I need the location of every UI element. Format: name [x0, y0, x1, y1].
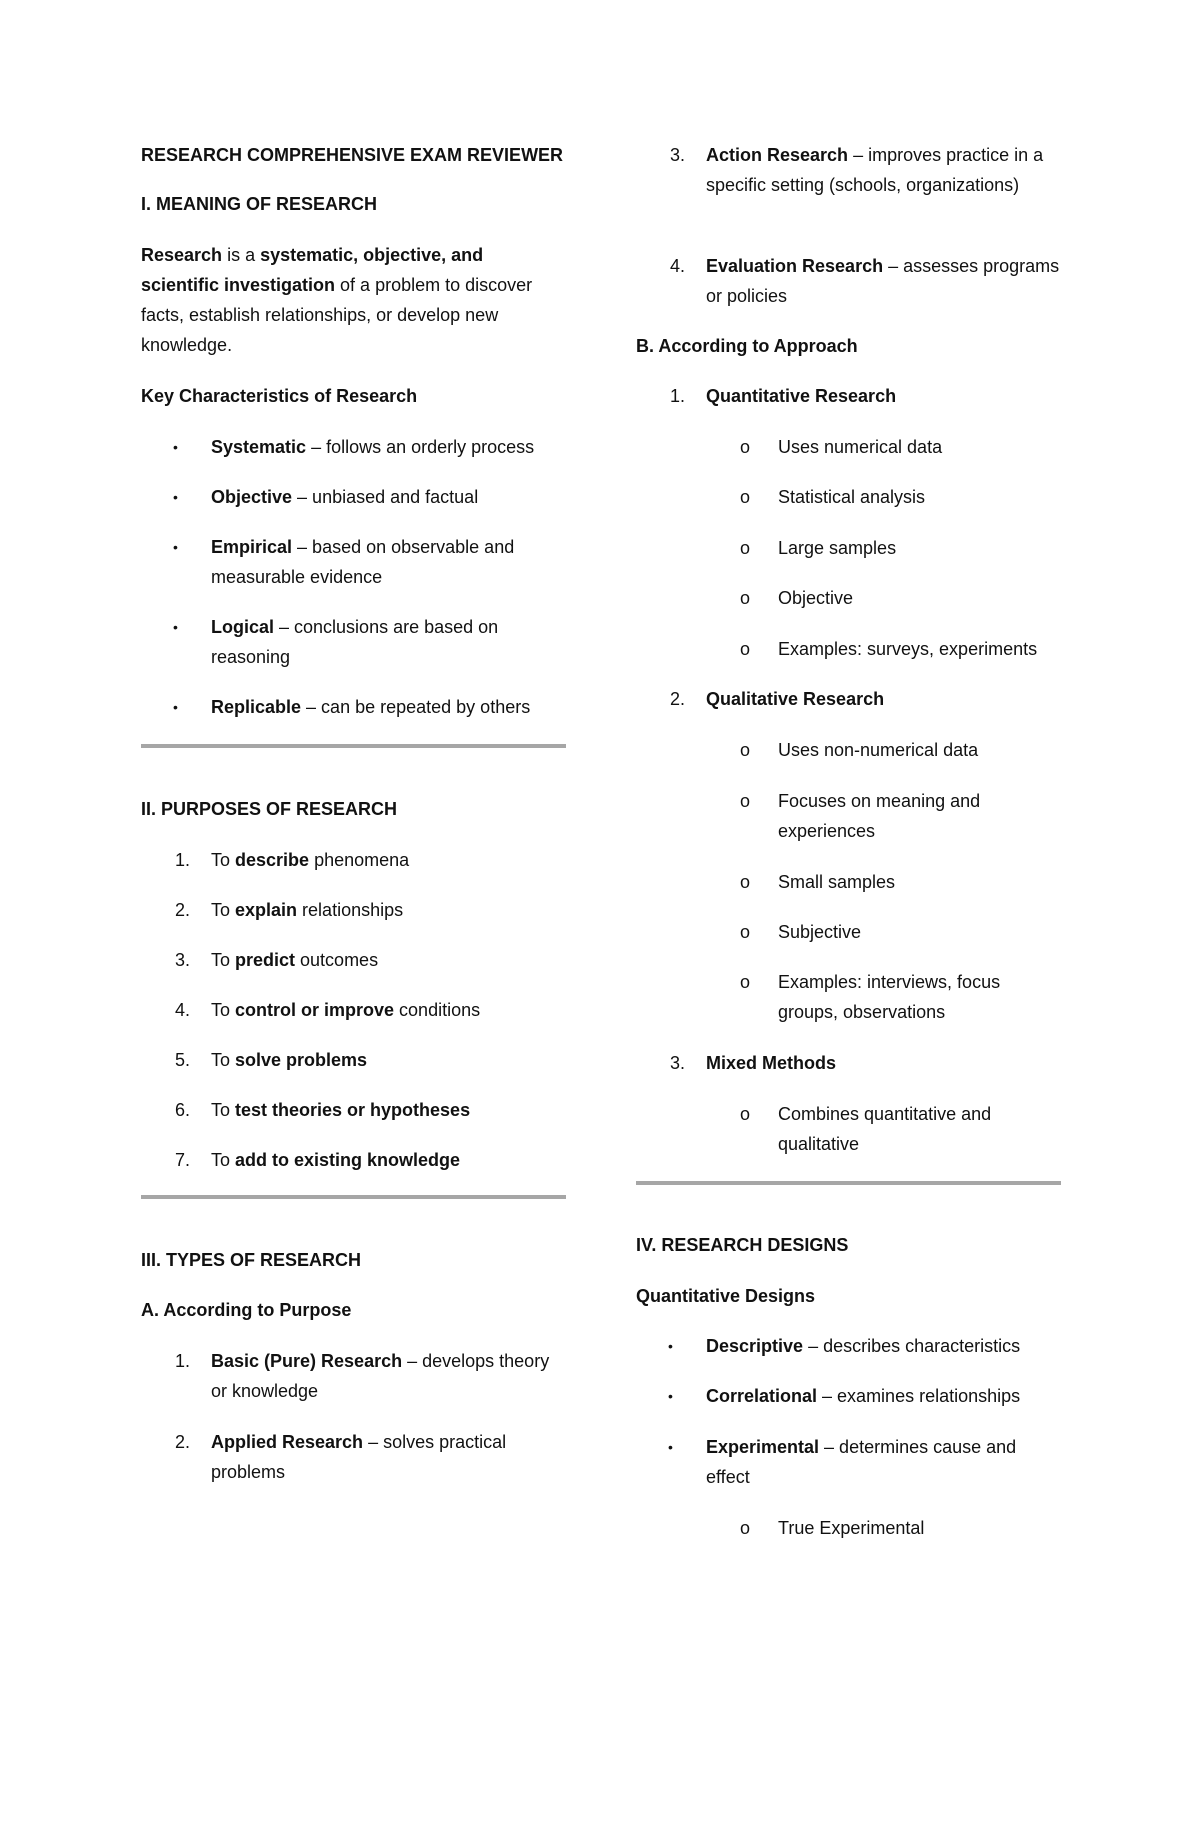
circle-bullet-icon: o	[740, 639, 751, 659]
sub-item	[636, 735, 1061, 765]
circle-bullet-icon: o	[740, 588, 751, 608]
sub-item	[636, 634, 1061, 664]
design-desc: – examines relationships	[817, 1386, 1021, 1406]
purpose-prefix: To	[211, 1100, 236, 1120]
definition-emphasis: systematic, objective, and scientific investigation	[141, 245, 484, 295]
bullet-icon: •	[668, 1338, 673, 1354]
purpose-prefix: To	[211, 1000, 236, 1020]
sub-item	[636, 967, 1061, 1027]
research-type-term: Evaluation Research	[706, 256, 884, 276]
research-type-term: Applied Research	[211, 1432, 364, 1452]
purpose-keyword: test theories or hypotheses	[235, 1100, 471, 1120]
characteristic-item	[141, 482, 566, 512]
bullet-icon: •	[173, 539, 178, 555]
characteristics-heading: Key Characteristics of Research	[141, 386, 418, 406]
bullet-icon: •	[173, 489, 178, 505]
purpose-prefix: To	[211, 950, 236, 970]
circle-bullet-icon: o	[740, 1104, 751, 1124]
design-desc: – determines cause and effect	[706, 1437, 1017, 1487]
bullet-icon: •	[173, 439, 178, 455]
sub-item	[636, 867, 1061, 897]
design-desc: – describes characteristics	[803, 1336, 1021, 1356]
circle-bullet-icon: o	[740, 740, 751, 760]
purpose-suffix: relationships	[297, 900, 404, 920]
research-definition	[141, 240, 566, 360]
purpose-item	[141, 945, 566, 975]
list-number: 6.	[175, 1100, 191, 1120]
sub-item	[636, 1099, 1061, 1159]
approach-title: Quantitative Research	[706, 386, 897, 406]
characteristic-term: Empirical	[211, 537, 293, 557]
definition-term: Research	[141, 245, 223, 265]
sub-item	[636, 432, 1061, 462]
design-term: Descriptive	[706, 1336, 804, 1356]
research-type-term: Basic (Pure) Research	[211, 1351, 403, 1371]
characteristic-item	[141, 612, 566, 672]
list-number: 2.	[175, 900, 191, 920]
sub-item-text: True Experimental	[778, 1518, 925, 1538]
purpose-types-heading: A. According to Purpose	[141, 1300, 352, 1320]
purpose-suffix: outcomes	[295, 950, 379, 970]
characteristic-desc: – unbiased and factual	[292, 487, 479, 507]
circle-bullet-icon: o	[740, 922, 751, 942]
sub-item-text: Large samples	[778, 538, 897, 558]
research-type-item	[141, 1427, 566, 1487]
circle-bullet-icon: o	[740, 538, 751, 558]
sub-item-text: Examples: surveys, experiments	[778, 639, 1038, 659]
characteristic-desc: – follows an orderly process	[306, 437, 535, 457]
characteristic-term: Objective	[211, 487, 293, 507]
circle-bullet-icon: o	[740, 872, 751, 892]
purpose-keyword: solve problems	[235, 1050, 368, 1070]
purpose-keyword: control or improve	[235, 1000, 395, 1020]
sub-item	[636, 786, 1061, 846]
list-number: 2.	[175, 1432, 191, 1452]
sub-item-text: Uses non-numerical data	[778, 740, 979, 760]
characteristic-desc: – can be repeated by others	[301, 697, 531, 717]
approach-item	[636, 684, 1061, 714]
circle-bullet-icon: o	[740, 972, 751, 992]
characteristic-term: Logical	[211, 617, 275, 637]
list-number: 4.	[670, 256, 686, 276]
characteristic-item	[141, 432, 566, 462]
bullet-icon: •	[668, 1439, 673, 1455]
sub-item-text: Statistical analysis	[778, 487, 926, 507]
design-item	[636, 1331, 1061, 1361]
list-number: 1.	[175, 1351, 191, 1371]
sub-item	[636, 482, 1061, 512]
bullet-icon: •	[173, 619, 178, 635]
purpose-prefix: To	[211, 900, 236, 920]
definition-rest: of a problem to discover facts, establish relationships, or develop new knowledge.	[141, 275, 533, 355]
design-item	[636, 1432, 1061, 1492]
document-title: RESEARCH COMPREHENSIVE EXAM REVIEWER	[141, 145, 564, 165]
list-number: 3.	[670, 1053, 686, 1073]
sub-item-text: Examples: interviews, focus groups, observations	[778, 972, 1001, 1022]
characteristic-item	[141, 532, 566, 592]
sub-item-text: Uses numerical data	[778, 437, 943, 457]
characteristic-desc: – based on observable and measurable evidence	[211, 537, 515, 587]
research-type-item	[636, 140, 1061, 200]
sub-item	[636, 533, 1061, 563]
purpose-item	[141, 995, 566, 1025]
purpose-suffix: phenomena	[309, 850, 410, 870]
list-number: 1.	[175, 850, 191, 870]
list-number: 4.	[175, 1000, 191, 1020]
research-type-desc: – solves practical problems	[211, 1432, 507, 1482]
section-divider	[141, 744, 566, 748]
research-type-desc: – assesses programs or policies	[706, 256, 1060, 306]
purpose-item	[141, 1095, 566, 1125]
purpose-prefix: To	[211, 1050, 236, 1070]
sub-item	[636, 917, 1061, 947]
sub-item	[636, 1513, 1061, 1543]
section-divider	[141, 1195, 566, 1199]
sub-item	[636, 583, 1061, 613]
research-type-desc: – improves practice in a specific setting (schools, organizations)	[706, 145, 1044, 195]
research-type-term: Action Research	[706, 145, 849, 165]
section-2-heading: II. PURPOSES OF RESEARCH	[141, 799, 398, 819]
purpose-prefix: To	[211, 1150, 236, 1170]
purpose-keyword: predict	[235, 950, 296, 970]
approach-title: Qualitative Research	[706, 689, 885, 709]
characteristic-item	[141, 692, 566, 722]
approach-title: Mixed Methods	[706, 1053, 837, 1073]
characteristic-term: Replicable	[211, 697, 302, 717]
purpose-suffix: conditions	[394, 1000, 481, 1020]
list-number: 3.	[670, 145, 686, 165]
definition-connector: is a	[222, 245, 261, 265]
quantitative-designs-heading: Quantitative Designs	[636, 1286, 816, 1306]
sub-item-text: Combines quantitative and qualitative	[778, 1104, 992, 1154]
list-number: 1.	[670, 386, 686, 406]
bullet-icon: •	[173, 699, 178, 715]
purpose-item	[141, 1045, 566, 1075]
approach-item	[636, 1048, 1061, 1078]
design-term: Correlational	[706, 1386, 818, 1406]
sub-item-text: Small samples	[778, 872, 896, 892]
purpose-keyword: explain	[235, 900, 298, 920]
characteristic-term: Systematic	[211, 437, 307, 457]
circle-bullet-icon: o	[740, 791, 751, 811]
list-number: 2.	[670, 689, 686, 709]
purpose-item	[141, 895, 566, 925]
characteristic-desc: – conclusions are based on reasoning	[211, 617, 499, 667]
section-3-heading: III. TYPES OF RESEARCH	[141, 1250, 362, 1270]
design-term: Experimental	[706, 1437, 820, 1457]
section-divider	[636, 1181, 1061, 1185]
circle-bullet-icon: o	[740, 437, 751, 457]
list-number: 7.	[175, 1150, 191, 1170]
research-type-item	[141, 1346, 566, 1406]
circle-bullet-icon: o	[740, 487, 751, 507]
design-item	[636, 1381, 1061, 1411]
approach-types-heading: B. According to Approach	[636, 336, 858, 356]
purpose-keyword: describe	[235, 850, 310, 870]
bullet-icon: •	[668, 1388, 673, 1404]
research-type-item	[636, 251, 1061, 311]
research-type-desc: – develops theory or knowledge	[211, 1351, 550, 1401]
purpose-prefix: To	[211, 850, 236, 870]
list-number: 3.	[175, 950, 191, 970]
circle-bullet-icon: o	[740, 1518, 751, 1538]
purpose-item	[141, 845, 566, 875]
purpose-keyword: add to existing knowledge	[235, 1150, 461, 1170]
sub-item-text: Objective	[778, 588, 854, 608]
approach-item	[636, 381, 1061, 411]
sub-item-text: Subjective	[778, 922, 862, 942]
sub-item-text: Focuses on meaning and experiences	[778, 791, 981, 841]
purpose-item	[141, 1145, 566, 1175]
section-1-heading: I. MEANING OF RESEARCH	[141, 194, 378, 214]
list-number: 5.	[175, 1050, 191, 1070]
section-4-heading: IV. RESEARCH DESIGNS	[636, 1235, 849, 1255]
